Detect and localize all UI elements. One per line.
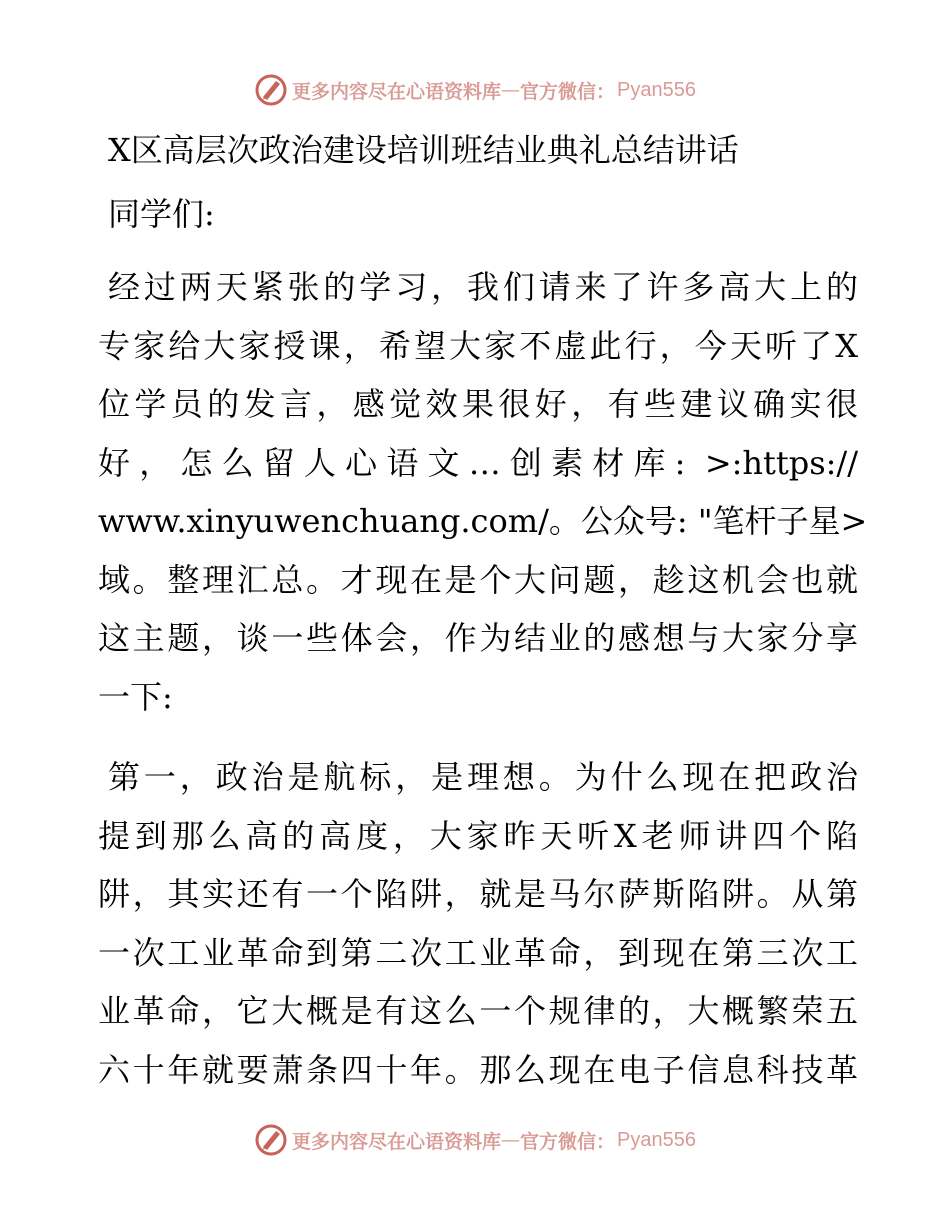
paragraph-line: 好，怎么留人心语文…创素材库: >:https:// <box>98 443 858 482</box>
paragraph-line: 域。整理汇总。才现在是个大问题，趁这机会也就 <box>98 560 858 599</box>
watermark-id: Pyan556 <box>617 78 696 101</box>
watermark-label: 官方微信： <box>520 1130 616 1153</box>
watermark-label: 官方微信： <box>520 80 616 103</box>
paragraph-line: 第一，政治是航标，是理想。为什么现在把政治 <box>108 758 858 796</box>
paragraph-line: 六十年就要萧条四十年。那么现在电子信息科技革 <box>98 1050 858 1089</box>
watermark-separator: — <box>501 1129 521 1151</box>
logo-icon <box>254 73 288 107</box>
paragraph-line: 一下: <box>98 677 173 716</box>
watermark-text: 更多内容尽在心语资料库 <box>292 80 502 103</box>
paragraph-line: 这主题，谈一些体会，作为结业的感想与大家分享 <box>98 619 858 657</box>
salutation: 同学们: <box>108 195 215 233</box>
paragraph-line: 业革命，它大概是有这么一个规律的，大概繁荣五 <box>98 992 858 1030</box>
paragraph-2 <box>98 748 858 1099</box>
paragraph-line: 专家给大家授课，希望大家不虚此行，今天听了X <box>98 326 858 365</box>
watermark-id: Pyan556 <box>617 1128 696 1151</box>
paragraph-1 <box>98 258 868 726</box>
footer-watermark <box>0 1120 950 1160</box>
paragraph-line: 阱，其实还有一个陷阱，就是马尔萨斯陷阱。从第 <box>98 875 858 913</box>
paragraph-line: www.xinyuwenchuang.com/。公众号: "笔杆子星> <box>98 502 868 540</box>
logo-icon <box>254 1123 288 1157</box>
document-body <box>98 122 868 1121</box>
watermark-separator: — <box>501 79 521 101</box>
document-title: X区高层次政治建设培训班结业典礼总结讲话 <box>108 131 739 169</box>
paragraph-line: 经过两天紧张的学习，我们请来了许多高大上的 <box>108 268 858 306</box>
header-watermark <box>0 70 950 110</box>
paragraph-line: 位学员的发言，感觉效果很好，有些建议确实很 <box>98 385 858 423</box>
paragraph-line: 一次工业革命到第二次工业革命，到现在第三次工 <box>98 933 858 972</box>
paragraph-line: 提到那么高的高度，大家昨天听X老师讲四个陷 <box>98 816 858 855</box>
watermark-text: 更多内容尽在心语资料库 <box>292 1130 502 1153</box>
